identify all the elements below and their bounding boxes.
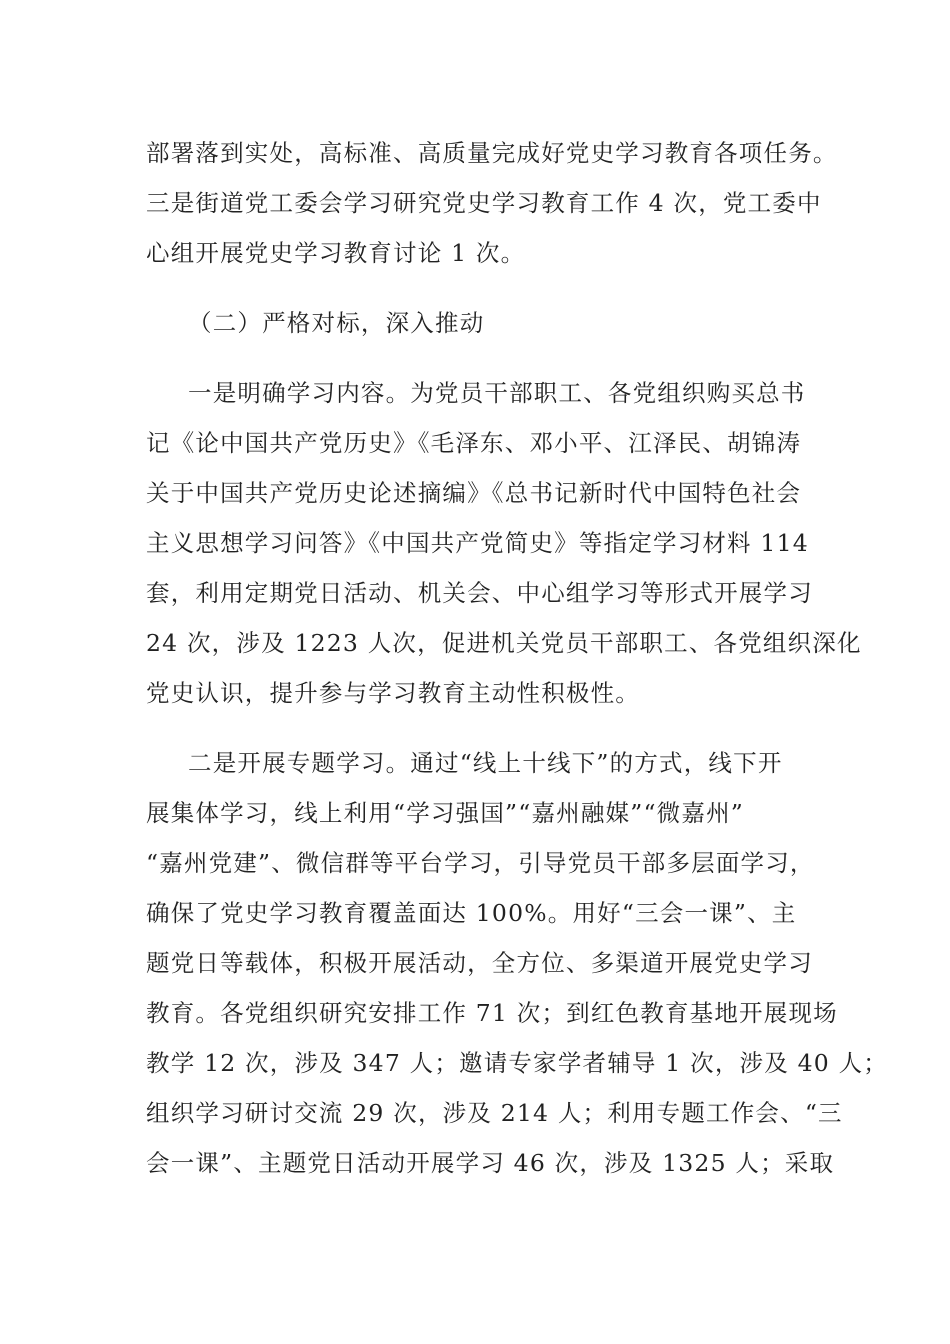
- paragraph-1-line-3: 心组开展党史学习教育讨论 1 次。: [146, 239, 526, 267]
- paragraph-3-line-5: 题党日等载体，积极开展活动，全方位、多渠道开展党史学习: [146, 949, 813, 977]
- paragraph-2-line-5: 套，利用定期党日活动、机关会、中心组学习等形式开展学习: [146, 579, 813, 607]
- paragraph-2-line-4: 主义思想学习问答》《中国共产党简史》等指定学习材料 114: [146, 529, 809, 557]
- paragraph-1-line-1: 部署落到实处，高标准、高质量完成好党史学习教育各项任务。: [146, 139, 838, 167]
- paragraph-3-line-9: 会一课”、主题党日活动开展学习 46 次，涉及 1325 人；采取: [146, 1149, 835, 1177]
- paragraph-3-line-4: 确保了党史学习教育覆盖面达 100%。用好“三会一课”、主: [146, 899, 797, 927]
- paragraph-3-line-2: 展集体学习，线上利用“学习强国”“嘉州融媒”“微嘉州”: [146, 799, 744, 827]
- paragraph-2-line-3: 关于中国共产党历史论述摘编》《总书记新时代中国特色社会: [146, 479, 802, 507]
- section-heading: （二）严格对标，深入推动: [188, 309, 485, 337]
- paragraph-2-line-7: 党史认识，提升参与学习教育主动性积极性。: [146, 679, 640, 707]
- paragraph-2-line-1: 一是明确学习内容。为党员干部职工、各党组织购买总书: [188, 379, 806, 407]
- paragraph-3-line-6: 教育。各党组织研究安排工作 71 次；到红色教育基地开展现场: [146, 999, 838, 1027]
- paragraph-2-line-6: 24 次，涉及 1223 人次，促进机关党员干部职工、各党组织深化: [146, 629, 862, 657]
- paragraph-2-line-2: 记《论中国共产党历史》《毛泽东、邓小平、江泽民、胡锦涛: [146, 429, 802, 457]
- paragraph-1-line-2: 三是街道党工委会学习研究党史学习教育工作 4 次，党工委中: [146, 189, 822, 217]
- paragraph-3-line-1: 二是开展专题学习。通过“线上十线下”的方式，线下开: [188, 749, 783, 777]
- paragraph-3-line-7: 教学 12 次，涉及 347 人；邀请专家学者辅导 1 次，涉及 40 人；: [146, 1049, 888, 1077]
- paragraph-3-line-3: “嘉州党建”、微信群等平台学习，引导党员干部多层面学习，: [146, 849, 815, 877]
- paragraph-3-line-8: 组织学习研讨交流 29 次，涉及 214 人；利用专题工作会、“三: [146, 1099, 843, 1127]
